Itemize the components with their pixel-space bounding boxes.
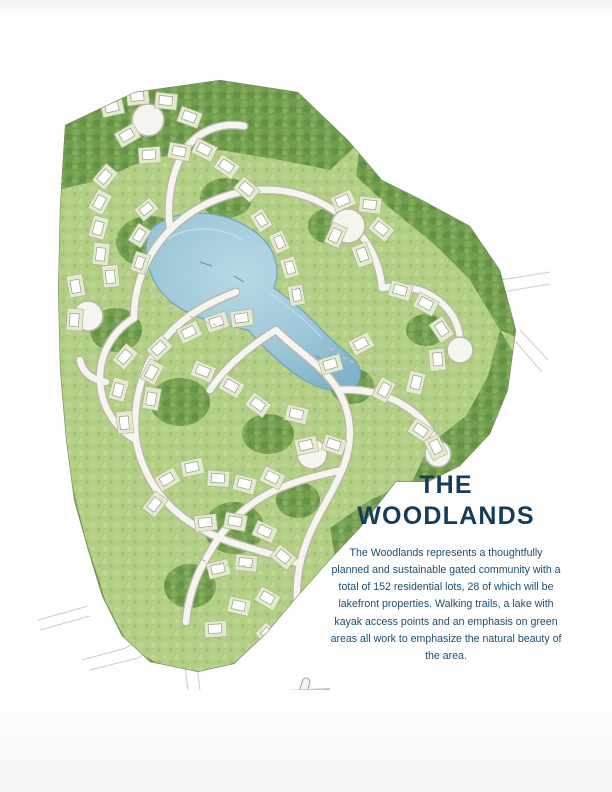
description-paragraph: The Woodlands represents a thoughtfully planned and sustainable gated community with a total of 152 residential lots, 28 of which will be lakefront properties. Walking trails, a lake with kayak access points and an emphasis on green areas all work to emphasize the natural beauty of the area.: [330, 547, 562, 662]
title-line-1: THE: [419, 471, 473, 499]
cul-de-sac-far-east: [447, 337, 473, 363]
page-title: [330, 470, 562, 531]
title-block: [330, 470, 562, 665]
scan-top-shading: [0, 0, 612, 14]
title-line-2: WOODLANDS: [357, 501, 535, 530]
scan-bottom-shading: [0, 700, 612, 792]
